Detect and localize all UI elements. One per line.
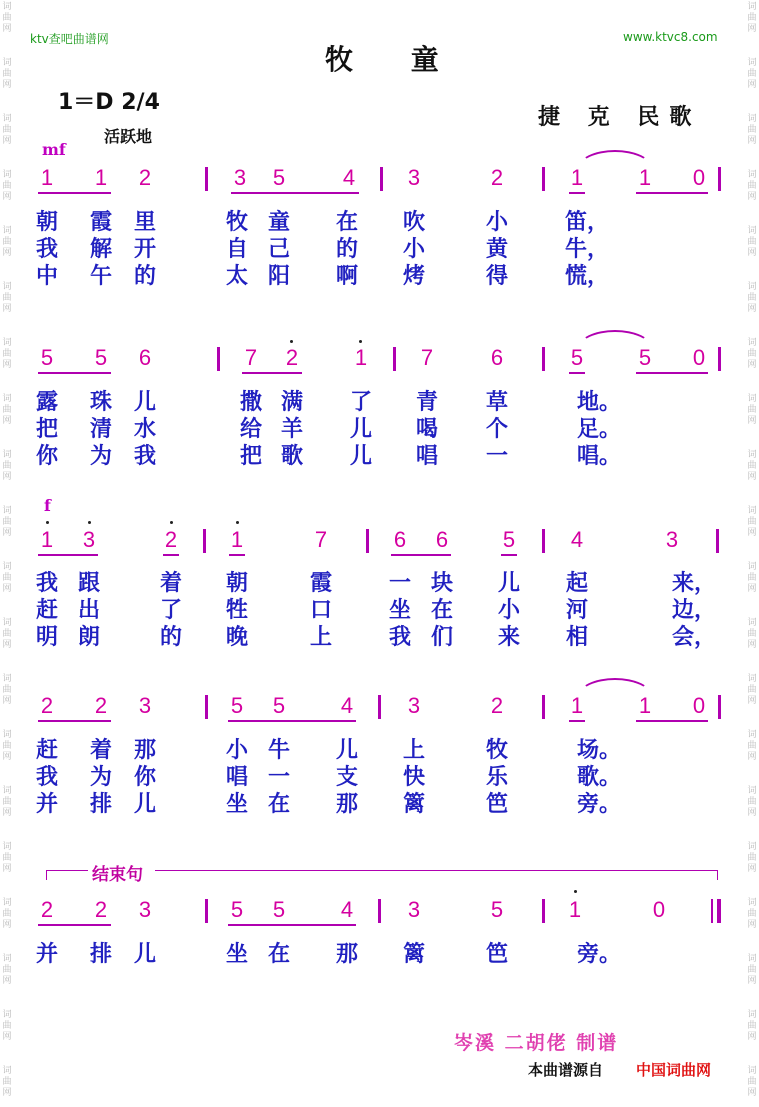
lyric-syllable: 童 <box>267 209 290 235</box>
note: 3 <box>407 897 421 922</box>
lyric-syllable: 中 <box>35 263 58 289</box>
lyric-syllable: 慌， <box>565 263 610 289</box>
lyrics-verse-2 <box>0 593 759 621</box>
note: 1 <box>354 345 368 370</box>
lyric-syllable: 块 <box>430 570 453 596</box>
lyric-syllable: 那 <box>335 941 358 967</box>
lyric-syllable: 明 <box>35 624 58 650</box>
note: 5 <box>272 693 286 718</box>
watermark-text: 词 曲 网 <box>747 618 757 650</box>
lyric-syllable: 篱 <box>402 941 425 967</box>
lyric-syllable: 开 <box>133 236 156 262</box>
lyric-syllable: 朝 <box>35 209 58 235</box>
lyric-syllable: 唱 <box>415 443 438 469</box>
lyric-syllable: 赶 <box>35 597 58 623</box>
watermark-text: 词 曲 网 <box>747 786 757 818</box>
lyric-syllable: 歌 <box>280 443 303 469</box>
lyric-syllable: 朝 <box>225 570 248 596</box>
beam <box>636 720 708 722</box>
note: 3 <box>407 693 421 718</box>
lyric-syllable: 露 <box>35 389 58 415</box>
lyric-syllable: 场。 <box>577 737 622 763</box>
barline <box>716 529 719 553</box>
watermark-text: 词 曲 网 <box>747 338 757 370</box>
lyric-syllable: 一 <box>485 443 508 469</box>
watermark-text: 词 曲 网 <box>2 898 12 930</box>
watermark-text: 词 曲 网 <box>747 114 757 146</box>
lyric-syllable: 儿 <box>349 443 372 469</box>
lyrics-verse-1 <box>0 385 759 413</box>
note: 2 <box>92 897 110 923</box>
barline <box>542 347 545 371</box>
watermark-text: 词 曲 网 <box>747 506 757 538</box>
watermark-text: 词 曲 网 <box>2 114 12 146</box>
lyric-syllable: 霞 <box>89 209 112 235</box>
watermark-text: 词 曲 网 <box>2 394 12 426</box>
high-octave-dot <box>88 521 91 524</box>
lyric-syllable: 来 <box>497 624 520 650</box>
beam <box>636 372 708 374</box>
watermark-text: 词 曲 网 <box>2 282 12 314</box>
lyric-syllable: 我 <box>35 236 58 262</box>
lyric-syllable: 那 <box>335 791 358 817</box>
lyric-syllable: 河 <box>565 597 588 623</box>
lyric-syllable: 旁。 <box>577 941 622 967</box>
lyric-syllable: 你 <box>35 443 58 469</box>
note: 1 <box>38 165 56 191</box>
note: 7 <box>314 527 328 552</box>
high-octave-dot <box>359 340 362 343</box>
lyric-syllable: 了 <box>349 389 372 415</box>
arranger-credit: 岑溪 二胡佬 制谱 <box>454 1032 619 1054</box>
note: 3 <box>80 527 98 553</box>
watermark-text: 词 曲 网 <box>747 954 757 986</box>
source-prefix: 本曲谱源自 <box>528 1061 604 1079</box>
lyric-syllable: 牲 <box>225 597 248 623</box>
watermark-text: 词 曲 网 <box>747 1010 757 1042</box>
lyrics-verse-3 <box>0 259 759 287</box>
lyric-syllable: 为 <box>89 764 112 790</box>
note: 4 <box>570 527 584 552</box>
notation-line-5 <box>0 897 759 929</box>
note: 2 <box>490 165 504 190</box>
barline <box>205 695 208 719</box>
watermark-text: 词 曲 网 <box>747 58 757 90</box>
tie <box>578 150 652 168</box>
note: 2 <box>38 897 56 923</box>
beam <box>38 924 111 926</box>
lyric-syllable: 在 <box>267 791 290 817</box>
lyric-syllable: 里 <box>133 209 156 235</box>
watermark-text: 词 曲 网 <box>747 170 757 202</box>
tie <box>578 330 652 348</box>
lyric-syllable: 笆 <box>485 941 508 967</box>
note: 1 <box>636 693 654 719</box>
note: 1 <box>568 165 586 191</box>
lyric-syllable: 啊 <box>335 263 358 289</box>
lyric-syllable: 把 <box>35 416 58 442</box>
note: 6 <box>490 345 504 370</box>
lyric-syllable: 坐 <box>225 791 248 817</box>
lyric-syllable: 小 <box>485 209 508 235</box>
high-octave-dot <box>236 521 239 524</box>
site-url-right: www.ktvc8.com <box>623 30 718 44</box>
final-barline <box>717 899 721 923</box>
note: 1 <box>636 165 654 191</box>
lyric-syllable: 青 <box>415 389 438 415</box>
lyric-syllable: 赶 <box>35 737 58 763</box>
watermark-text: 词 曲 网 <box>2 842 12 874</box>
lyric-syllable: 儿 <box>497 570 520 596</box>
lyric-syllable: 你 <box>133 764 156 790</box>
final-barline <box>711 899 713 923</box>
lyric-syllable: 自 <box>225 236 248 262</box>
lyric-syllable: 排 <box>89 941 112 967</box>
note: 3 <box>407 165 421 190</box>
note: 5 <box>272 165 286 190</box>
lyric-syllable: 我 <box>388 624 411 650</box>
watermark-text: 词 曲 网 <box>2 1010 12 1042</box>
barline <box>718 167 721 191</box>
barline <box>542 695 545 719</box>
key-signature: 1＝D 2/4 <box>58 90 160 115</box>
dynamic-f: f <box>44 496 51 515</box>
lyrics-verse-2 <box>0 412 759 440</box>
watermark-text: 词 曲 网 <box>2 1066 12 1098</box>
lyric-syllable: 草 <box>485 389 508 415</box>
lyric-syllable: 小 <box>402 236 425 262</box>
lyric-syllable: 己 <box>267 236 290 262</box>
lyrics-coda <box>0 937 759 965</box>
note: 0 <box>690 165 708 191</box>
lyric-syllable: 儿 <box>133 389 156 415</box>
beam <box>38 192 111 194</box>
note: 5 <box>228 897 246 923</box>
note: 2 <box>162 527 180 553</box>
note: 1 <box>92 165 110 191</box>
lyrics-verse-2 <box>0 232 759 260</box>
lyric-syllable: 排 <box>89 791 112 817</box>
lyric-syllable: 把 <box>239 443 262 469</box>
lyric-syllable: 儿 <box>335 737 358 763</box>
lyric-syllable: 霞 <box>309 570 332 596</box>
note: 3 <box>138 897 152 922</box>
lyric-syllable: 我 <box>35 764 58 790</box>
note: 5 <box>500 527 518 553</box>
lyric-syllable: 并 <box>35 941 58 967</box>
barline <box>542 899 545 923</box>
barline <box>718 695 721 719</box>
lyric-syllable: 儿 <box>133 941 156 967</box>
barline <box>217 347 220 371</box>
lyric-syllable: 上 <box>309 624 332 650</box>
beam <box>636 192 708 194</box>
coda-bracket-tick <box>717 870 718 880</box>
lyric-syllable: 解 <box>89 236 112 262</box>
note: 0 <box>690 693 708 719</box>
note: 4 <box>340 165 358 191</box>
barline <box>380 167 383 191</box>
note: 0 <box>652 897 666 922</box>
lyric-syllable: 朗 <box>77 624 100 650</box>
lyric-syllable: 晚 <box>225 624 248 650</box>
lyric-syllable: 笛， <box>565 209 610 235</box>
lyric-syllable: 们 <box>430 624 453 650</box>
lyric-syllable: 午 <box>89 263 112 289</box>
note: 6 <box>138 345 152 370</box>
lyric-syllable: 快 <box>402 764 425 790</box>
lyric-syllable: 坐 <box>388 597 411 623</box>
lyric-syllable: 旁。 <box>577 791 622 817</box>
beam <box>228 720 356 722</box>
lyric-syllable: 羊 <box>280 416 303 442</box>
source-site-link[interactable]: 中国词曲网 <box>636 1061 712 1079</box>
lyric-syllable: 边， <box>672 597 717 623</box>
lyric-syllable: 牛， <box>565 236 610 262</box>
lyric-syllable: 小 <box>497 597 520 623</box>
note: 6 <box>435 527 449 552</box>
watermark-text: 词 曲 网 <box>2 786 12 818</box>
lyric-syllable: 支 <box>335 764 358 790</box>
beam <box>38 554 98 556</box>
note: 7 <box>420 345 434 370</box>
lyric-syllable: 那 <box>133 737 156 763</box>
lyric-syllable: 口 <box>309 597 332 623</box>
lyric-syllable: 得 <box>485 263 508 289</box>
barline <box>718 347 721 371</box>
lyric-syllable: 阳 <box>267 263 290 289</box>
watermark-text: 词 曲 网 <box>747 842 757 874</box>
lyric-syllable: 一 <box>267 764 290 790</box>
lyric-syllable: 个 <box>485 416 508 442</box>
note: 5 <box>38 345 56 371</box>
lyric-syllable: 唱。 <box>577 443 622 469</box>
lyric-syllable: 的 <box>335 236 358 262</box>
notation-line-3 <box>0 527 759 559</box>
barline <box>205 899 208 923</box>
watermark-text: 词 曲 网 <box>2 954 12 986</box>
note: 5 <box>568 345 586 371</box>
lyric-syllable: 一 <box>388 570 411 596</box>
lyric-syllable: 太 <box>225 263 248 289</box>
lyric-syllable: 坐 <box>225 941 248 967</box>
watermark-text: 词 曲 网 <box>2 170 12 202</box>
note: 3 <box>138 693 152 718</box>
note: 5 <box>92 345 110 371</box>
lyric-syllable: 我 <box>133 443 156 469</box>
watermark-text: 词 曲 网 <box>747 898 757 930</box>
lyric-syllable: 牧 <box>225 209 248 235</box>
lyric-syllable: 篱 <box>402 791 425 817</box>
watermark-text: 词 曲 网 <box>2 58 12 90</box>
coda-bracket-left <box>46 870 88 871</box>
lyric-syllable: 在 <box>430 597 453 623</box>
barline <box>393 347 396 371</box>
beam <box>228 924 356 926</box>
note: 3 <box>231 165 249 191</box>
lyric-syllable: 为 <box>89 443 112 469</box>
note: 5 <box>272 897 286 922</box>
watermark-text: 词 曲 网 <box>2 338 12 370</box>
lyric-syllable: 起 <box>565 570 588 596</box>
coda-label: 结束句 <box>92 865 143 885</box>
coda-bracket-tick <box>46 870 47 880</box>
lyric-syllable: 给 <box>239 416 262 442</box>
lyric-syllable: 了 <box>159 597 182 623</box>
site-label-left: ktv查吧曲谱网 <box>30 32 109 46</box>
note: 2 <box>38 693 56 719</box>
watermark-text: 词 曲 网 <box>2 618 12 650</box>
tie <box>578 678 652 696</box>
beam <box>231 192 359 194</box>
lyric-syllable: 上 <box>402 737 425 763</box>
watermark-text: 词 曲 网 <box>2 562 12 594</box>
note: 1 <box>38 527 56 553</box>
note: 7 <box>242 345 260 371</box>
lyric-syllable: 的 <box>159 624 182 650</box>
lyric-syllable: 在 <box>335 209 358 235</box>
barline <box>542 167 545 191</box>
note: 6 <box>391 527 409 553</box>
lyric-syllable: 在 <box>267 941 290 967</box>
lyric-syllable: 小 <box>225 737 248 763</box>
lyric-syllable: 清 <box>89 416 112 442</box>
note: 5 <box>490 897 504 922</box>
watermark-text: 词 曲 网 <box>2 730 12 762</box>
lyrics-verse-3 <box>0 787 759 815</box>
lyric-syllable: 相 <box>565 624 588 650</box>
lyric-syllable: 吹 <box>402 209 425 235</box>
watermark-text: 词 曲 网 <box>2 674 12 706</box>
note: 2 <box>92 693 110 719</box>
note: 1 <box>228 527 246 553</box>
lyric-syllable: 跟 <box>77 570 100 596</box>
watermark-text: 词 曲 网 <box>747 1066 757 1098</box>
barline <box>205 167 208 191</box>
lyrics-verse-3 <box>0 439 759 467</box>
note: 3 <box>665 527 679 552</box>
watermark-text: 词 曲 网 <box>747 226 757 258</box>
watermark-text: 词 曲 网 <box>747 2 757 34</box>
lyrics-verse-1 <box>0 733 759 761</box>
high-octave-dot <box>290 340 293 343</box>
lyrics-verse-3 <box>0 620 759 648</box>
lyric-syllable: 牛 <box>267 737 290 763</box>
lyrics-verse-1 <box>0 566 759 594</box>
lyric-syllable: 地。 <box>577 389 622 415</box>
lyric-syllable: 儿 <box>133 791 156 817</box>
note: 4 <box>338 897 356 923</box>
dynamic-mf: mf <box>42 140 66 159</box>
lyric-syllable: 儿 <box>349 416 372 442</box>
watermark-text: 词 曲 网 <box>747 450 757 482</box>
watermark-text: 词 曲 网 <box>2 506 12 538</box>
note: 2 <box>490 693 504 718</box>
beam <box>38 720 111 722</box>
high-octave-dot <box>170 521 173 524</box>
lyrics-verse-1 <box>0 205 759 233</box>
lyric-syllable: 喝 <box>415 416 438 442</box>
song-title: 牧 童 <box>325 43 463 76</box>
lyric-syllable: 珠 <box>89 389 112 415</box>
lyric-syllable: 撒 <box>239 389 262 415</box>
note: 2 <box>283 345 301 371</box>
lyric-syllable: 唱 <box>225 764 248 790</box>
barline <box>203 529 206 553</box>
note: 5 <box>636 345 654 371</box>
beam <box>242 372 302 374</box>
lyric-syllable: 笆 <box>485 791 508 817</box>
lyric-syllable: 我 <box>35 570 58 596</box>
coda-bracket-right <box>155 870 718 871</box>
lyric-syllable: 牧 <box>485 737 508 763</box>
watermark-text: 词 曲 网 <box>747 394 757 426</box>
barline <box>378 899 381 923</box>
barline <box>366 529 369 553</box>
lyric-syllable: 水 <box>133 416 156 442</box>
note: 1 <box>568 693 586 719</box>
lyric-syllable: 来， <box>672 570 717 596</box>
lyric-syllable: 着 <box>159 570 182 596</box>
beam <box>391 554 451 556</box>
lyric-syllable: 烤 <box>402 263 425 289</box>
high-octave-dot <box>574 890 577 893</box>
watermark-text: 词 曲 网 <box>747 674 757 706</box>
lyric-syllable: 并 <box>35 791 58 817</box>
note: 0 <box>690 345 708 371</box>
lyric-syllable: 黄 <box>485 236 508 262</box>
lyric-syllable: 乐 <box>485 764 508 790</box>
note: 1 <box>568 897 582 922</box>
lyric-syllable: 足。 <box>577 416 622 442</box>
watermark-text: 词 曲 网 <box>747 730 757 762</box>
lyrics-verse-2 <box>0 760 759 788</box>
watermark-text: 词 曲 网 <box>2 450 12 482</box>
note: 5 <box>228 693 246 719</box>
lyric-syllable: 的 <box>133 263 156 289</box>
tempo-marking: 活跃地 <box>104 127 153 146</box>
song-origin: 捷 克 民歌 <box>538 105 702 130</box>
lyric-syllable: 会， <box>672 624 717 650</box>
lyric-syllable: 出 <box>77 597 100 623</box>
note: 4 <box>338 693 356 719</box>
note: 2 <box>138 165 152 190</box>
lyric-syllable: 满 <box>280 389 303 415</box>
barline <box>378 695 381 719</box>
watermark-text: 词 曲 网 <box>2 2 12 34</box>
beam <box>38 372 111 374</box>
watermark-text: 词 曲 网 <box>747 562 757 594</box>
high-octave-dot <box>46 521 49 524</box>
watermark-text: 词 曲 网 <box>747 282 757 314</box>
lyric-syllable: 歌。 <box>577 764 622 790</box>
lyric-syllable: 着 <box>89 737 112 763</box>
watermark-text: 词 曲 网 <box>2 226 12 258</box>
barline <box>542 529 545 553</box>
